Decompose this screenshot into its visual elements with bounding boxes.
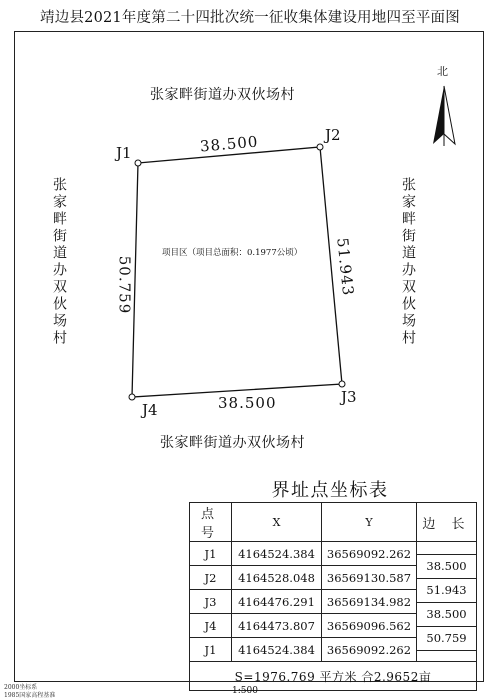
- coord-table-title: 界址点坐标表: [271, 480, 389, 501]
- point-marker-j1: [135, 160, 141, 166]
- row-point: J1: [190, 638, 232, 662]
- north-label: 北: [437, 65, 448, 78]
- north-arrow-icon: [433, 86, 455, 146]
- map-title: 靖边县2021年度第二十四批次统一征收集体建设用地四至平面图: [40, 10, 460, 26]
- row-x: 4164524.384: [232, 542, 322, 566]
- row-x: 4164524.384: [232, 638, 322, 662]
- row-x: 4164528.048: [232, 566, 322, 590]
- row-point: J4: [190, 614, 232, 638]
- point-label-j1: J1: [116, 144, 132, 162]
- neighbor-south: 张家畔街道办双伙场村: [160, 435, 305, 451]
- header-x: X: [232, 503, 322, 542]
- row-x: 4164473.807: [232, 614, 322, 638]
- parcel-area-note: 项目区（项目总面积：0.1977公顷）: [162, 248, 303, 258]
- point-label-j3: J3: [341, 388, 357, 406]
- coord-table: [189, 502, 477, 691]
- edge-length-column: [417, 542, 477, 662]
- parcel-boundary: [132, 147, 342, 397]
- header-y: Y: [322, 503, 417, 542]
- table-header-row: [190, 503, 477, 542]
- coord-system-note: 2000坐标系: [4, 684, 38, 691]
- table-row: [190, 542, 477, 566]
- row-y: 36569134.982: [322, 590, 417, 614]
- distance-left: 50.759: [115, 255, 134, 315]
- distance-bottom: 38.500: [218, 394, 277, 412]
- point-marker-j3: [339, 381, 345, 387]
- neighbor-west: 张家畔街道办双伙场村: [51, 177, 67, 347]
- edge-length: 50.759: [417, 627, 476, 651]
- row-x: 4164476.291: [232, 590, 322, 614]
- edge-length: 51.943: [417, 579, 476, 603]
- row-point: J1: [190, 542, 232, 566]
- point-marker-j4: [129, 394, 135, 400]
- area-summary: S=1976.769 平方米 合2.9652亩: [190, 662, 477, 691]
- map-scale: 1:500: [232, 686, 258, 696]
- row-point: J2: [190, 566, 232, 590]
- row-y: 36569092.262: [322, 542, 417, 566]
- header-point: 点 号: [190, 503, 232, 542]
- row-y: 36569130.587: [322, 566, 417, 590]
- point-label-j2: J2: [325, 126, 341, 144]
- row-y: 36569096.562: [322, 614, 417, 638]
- edge-length: 38.500: [417, 554, 476, 579]
- header-edge: 边 长: [417, 503, 477, 542]
- elevation-system-note: 1985国家高程基准: [4, 692, 56, 699]
- neighbor-east: 张家畔街道办双伙场村: [400, 177, 416, 347]
- row-point: J3: [190, 590, 232, 614]
- point-label-j4: J4: [142, 401, 158, 419]
- distance-top: 38.500: [199, 132, 260, 156]
- neighbor-north: 张家畔街道办双伙场村: [150, 87, 295, 103]
- row-y: 36569092.262: [322, 638, 417, 662]
- point-marker-j2: [317, 144, 323, 150]
- distance-right: 51.943: [333, 236, 358, 298]
- edge-length: 38.500: [417, 603, 476, 627]
- footer-notes: [4, 684, 55, 700]
